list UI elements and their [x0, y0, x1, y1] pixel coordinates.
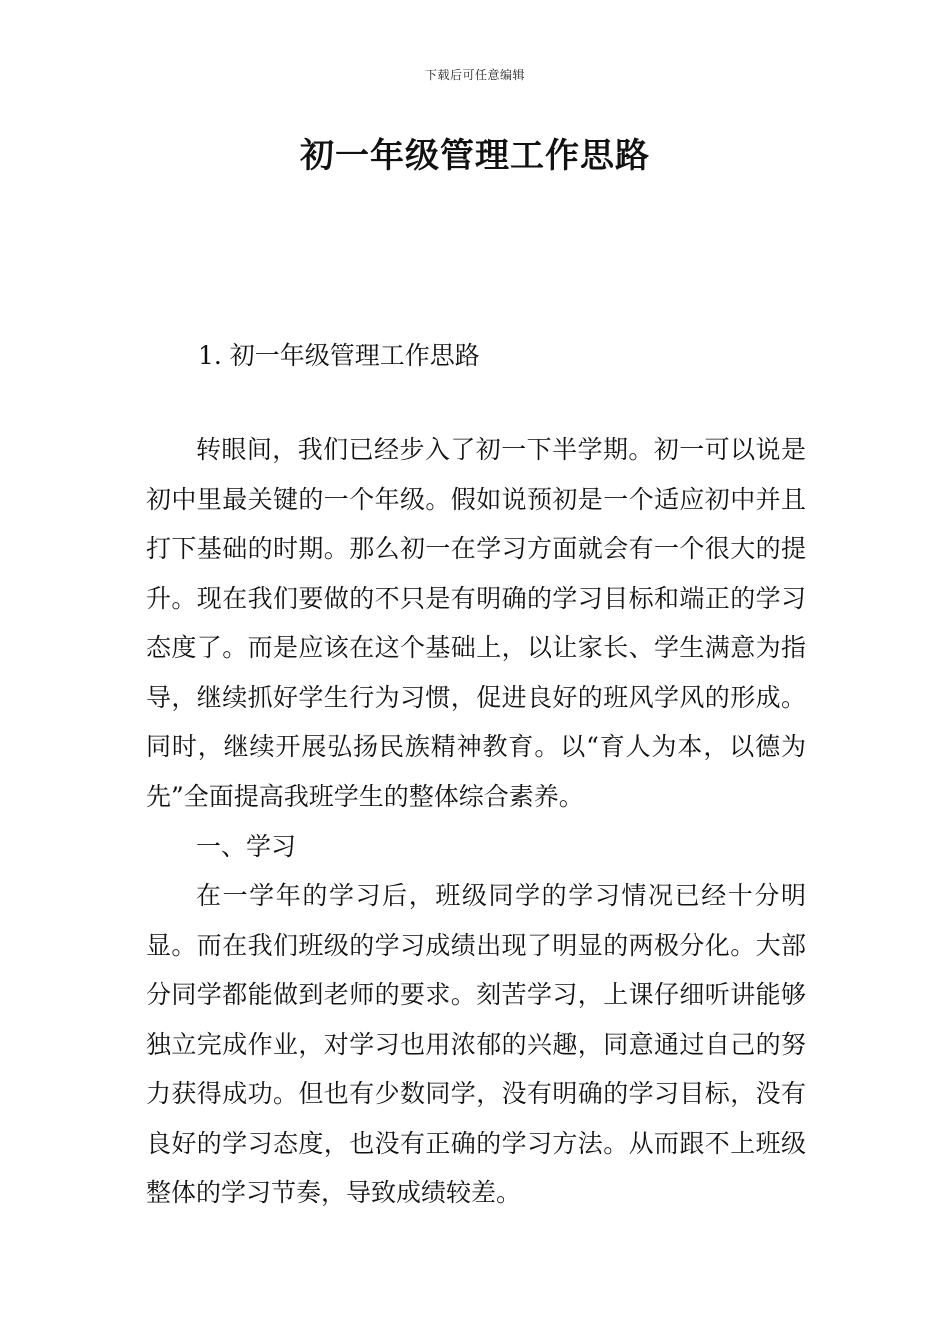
body-paragraph: 转眼间，我们已经步入了初一下半学期。初一可以说是初中里最关键的一个年级。假如说预初是一个适应初中并且打下基础的时期。那么初一在学习方面就会有一个很大的提升。现在我们要做的不只是有明确的学习目标和端正的学习态度了。而是应该在这个基础上，以让家长、学生满意为指导，继续抓好学生行为习惯，促进良好的班风学风的形成。同时，继续开展弘扬民族精神教育。以“育人为本，以德为先”全面提高我班学生的整体综合素养。 — [146, 435, 806, 811]
header-note: 下载后可任意编辑 — [424, 68, 525, 82]
body-paragraph: 在一学年的学习后，班级同学的学习情况已经十分明显。而在我们班级的学习成绩出现了明显的两极分化。大部分同学都能做到老师的要求。刻苦学习，上课仔细听讲能够独立完成作业，对学习也用浓郁的兴趣，同意通过自己的努力获得成功。但也有少数同学，没有明确的学习目标，没有良好的学习态度，也没有正确的学习方法。从而跟不上班级整体的学习节奏，导致成绩较差。 — [146, 881, 806, 1207]
section-heading: 1. 初一年级管理工作思路 — [198, 341, 480, 370]
subsection-heading: 一、学习 — [196, 832, 297, 861]
document-title: 初一年级管理工作思路 — [300, 136, 650, 176]
